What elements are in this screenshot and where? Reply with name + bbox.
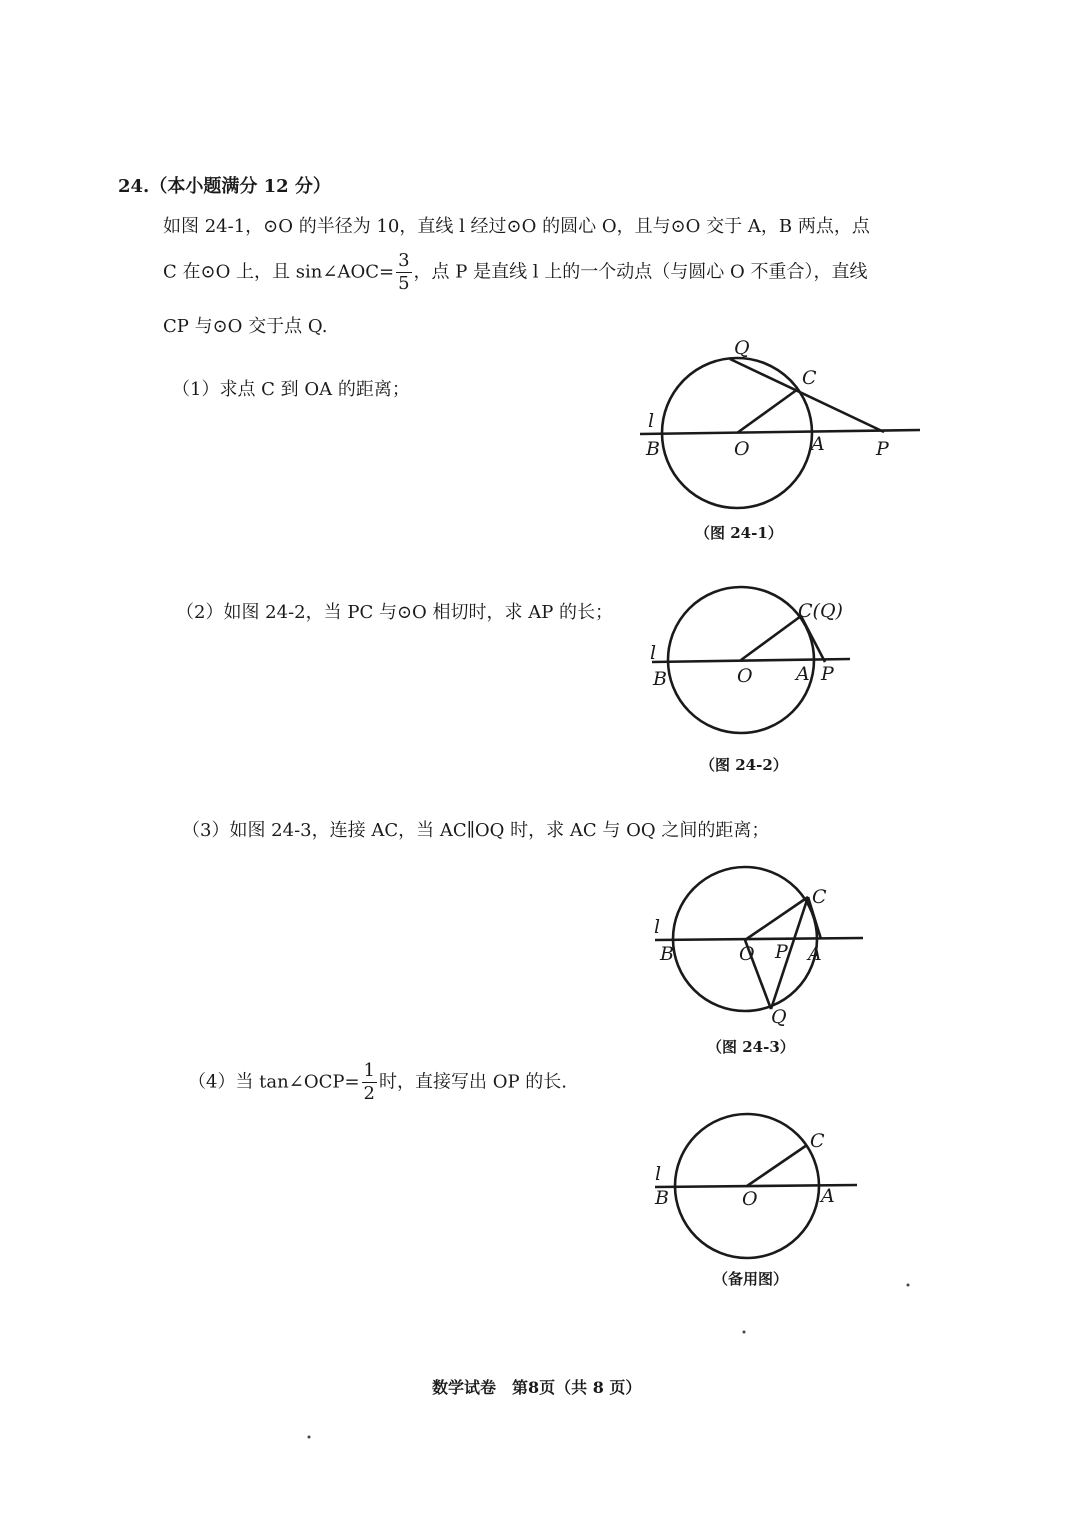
label-b: B bbox=[646, 438, 660, 460]
label-a: A bbox=[796, 663, 810, 685]
question-2: （2）如图 24-2，当 PC 与⊙O 相切时，求 AP 的长； bbox=[176, 602, 614, 623]
fraction-denominator: 2 bbox=[363, 1083, 375, 1104]
caption-figure-24-1: （图 24-1） bbox=[695, 524, 783, 542]
line2-text-before: C 在⊙O 上，且 sin∠AOC= bbox=[163, 261, 395, 283]
label-b: B bbox=[660, 943, 674, 965]
speck bbox=[907, 1284, 910, 1287]
caption-figure-backup: （备用图） bbox=[713, 1270, 789, 1288]
label-a: A bbox=[808, 943, 822, 965]
label-c: C bbox=[802, 367, 817, 389]
speck bbox=[743, 1331, 746, 1334]
label-l: l bbox=[650, 642, 657, 664]
label-o: O bbox=[742, 1188, 758, 1210]
label-c: C bbox=[810, 1130, 825, 1152]
fraction-numerator: 1 bbox=[363, 1060, 375, 1081]
page-footer: 数学试卷 第8页（共 8 页） bbox=[432, 1378, 642, 1397]
fraction-denominator: 5 bbox=[398, 273, 410, 294]
speck bbox=[308, 1436, 311, 1439]
label-p: P bbox=[876, 438, 889, 460]
question-3: （3）如图 24-3，连接 AC，当 AC∥OQ 时，求 AC 与 OQ 之间的距离； bbox=[182, 820, 770, 841]
label-o: O bbox=[734, 438, 750, 460]
label-p: P bbox=[821, 663, 834, 685]
label-q: Q bbox=[734, 337, 750, 359]
label-p: P bbox=[775, 941, 788, 963]
label-o: O bbox=[737, 665, 753, 687]
caption-figure-24-2: （图 24-2） bbox=[700, 756, 788, 774]
problem-title: 24.（本小题满分 12 分） bbox=[118, 176, 331, 197]
caption-figure-24-3: （图 24-3） bbox=[707, 1038, 795, 1056]
q4-text-before: （4）当 tan∠OCP= bbox=[188, 1071, 360, 1093]
label-c-q: C(Q) bbox=[798, 600, 843, 622]
label-q: Q bbox=[771, 1006, 787, 1028]
line2-text-after: ，点 P 是直线 l 上的一个动点（与圆心 O 不重合），直线 bbox=[413, 261, 868, 283]
label-c: C bbox=[812, 886, 827, 908]
label-a: A bbox=[811, 433, 825, 455]
label-l: l bbox=[654, 916, 661, 938]
problem-statement-line-3: CP 与⊙O 交于点 Q. bbox=[163, 316, 328, 337]
label-l: l bbox=[648, 410, 655, 432]
question-1: （1）求点 C 到 OA 的距离； bbox=[172, 379, 410, 400]
label-b: B bbox=[655, 1187, 669, 1209]
label-l: l bbox=[655, 1163, 662, 1185]
problem-statement-line-1: 如图 24-1，⊙O 的半径为 10，直线 l 经过⊙O 的圆心 O，且与⊙O 交于 A，B 两点，点 bbox=[163, 216, 870, 237]
fraction-numerator: 3 bbox=[398, 250, 410, 271]
q4-text-after: 时，直接写出 OP 的长. bbox=[379, 1071, 568, 1093]
label-b: B bbox=[653, 668, 667, 690]
label-o: O bbox=[739, 943, 755, 965]
label-a: A bbox=[821, 1185, 835, 1207]
